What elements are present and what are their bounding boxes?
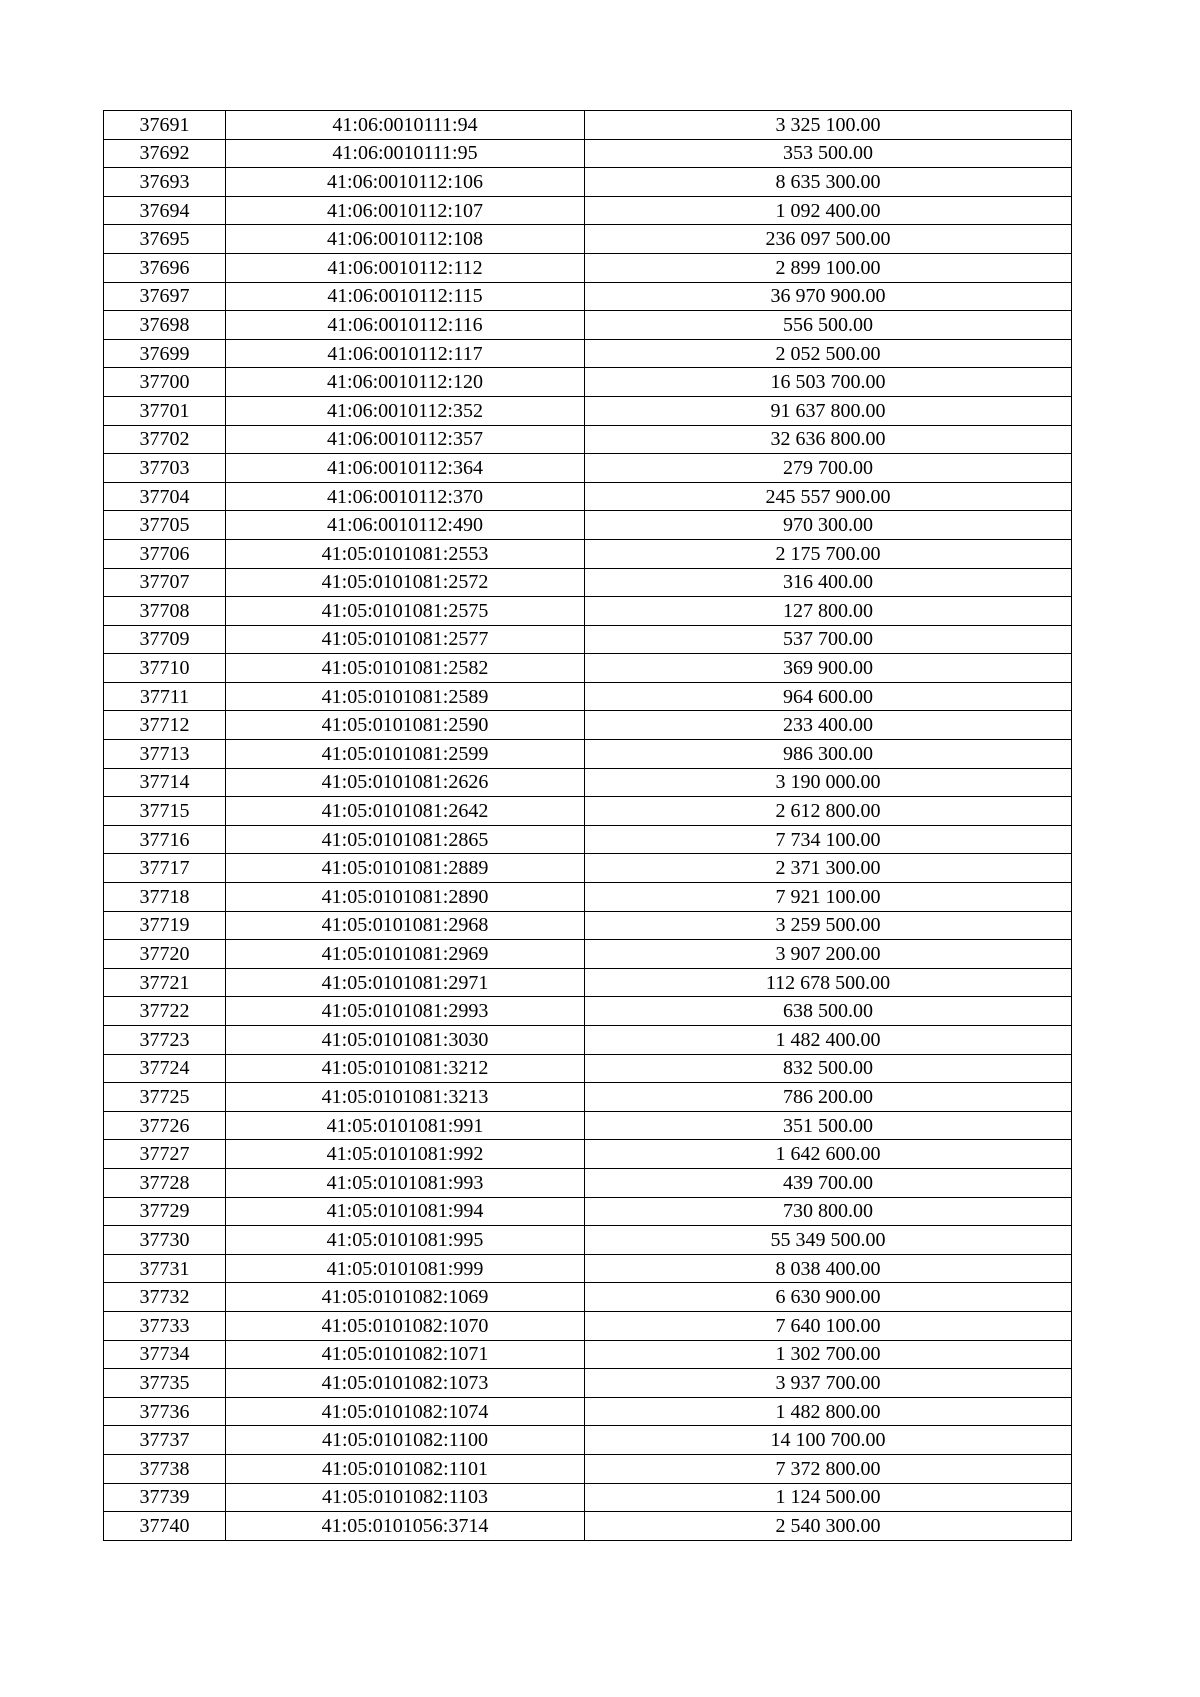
table-row (104, 1054, 1072, 1083)
table-row (104, 511, 1072, 540)
value-cell: 2 175 700.00 (585, 539, 1072, 568)
row-number-cell: 37728 (104, 1168, 226, 1197)
row-number-cell: 37701 (104, 396, 226, 425)
value-cell: 3 190 000.00 (585, 768, 1072, 797)
cadastral-number-cell: 41:05:0101081:2968 (226, 911, 585, 940)
value-cell: 2 371 300.00 (585, 854, 1072, 883)
value-cell: 3 907 200.00 (585, 940, 1072, 969)
row-number-cell: 37721 (104, 968, 226, 997)
table-row (104, 768, 1072, 797)
value-cell: 55 349 500.00 (585, 1226, 1072, 1255)
value-cell: 556 500.00 (585, 311, 1072, 340)
cadastral-number-cell: 41:05:0101081:2572 (226, 568, 585, 597)
value-cell: 236 097 500.00 (585, 225, 1072, 254)
data-table (103, 110, 1072, 1541)
table-row (104, 654, 1072, 683)
cadastral-number-cell: 41:05:0101082:1071 (226, 1340, 585, 1369)
row-number-cell: 37724 (104, 1054, 226, 1083)
row-number-cell: 37705 (104, 511, 226, 540)
cadastral-number-cell: 41:05:0101081:2626 (226, 768, 585, 797)
value-cell: 8 635 300.00 (585, 168, 1072, 197)
table-row (104, 1168, 1072, 1197)
value-cell: 8 038 400.00 (585, 1254, 1072, 1283)
cadastral-number-cell: 41:05:0101081:2553 (226, 539, 585, 568)
value-cell: 16 503 700.00 (585, 368, 1072, 397)
table-row (104, 997, 1072, 1026)
row-number-cell: 37734 (104, 1340, 226, 1369)
table-row (104, 825, 1072, 854)
row-number-cell: 37704 (104, 482, 226, 511)
cadastral-number-cell: 41:05:0101081:2993 (226, 997, 585, 1026)
row-number-cell: 37727 (104, 1140, 226, 1169)
table-row (104, 1083, 1072, 1112)
table-row (104, 568, 1072, 597)
row-number-cell: 37695 (104, 225, 226, 254)
value-cell: 351 500.00 (585, 1111, 1072, 1140)
table-row (104, 1369, 1072, 1398)
row-number-cell: 37730 (104, 1226, 226, 1255)
value-cell: 7 372 800.00 (585, 1454, 1072, 1483)
cadastral-number-cell: 41:06:0010112:108 (226, 225, 585, 254)
value-cell: 1 092 400.00 (585, 196, 1072, 225)
cadastral-number-cell: 41:06:0010112:115 (226, 282, 585, 311)
cadastral-number-cell: 41:05:0101081:2642 (226, 797, 585, 826)
cadastral-number-cell: 41:05:0101056:3714 (226, 1512, 585, 1541)
cadastral-number-cell: 41:05:0101081:3030 (226, 1026, 585, 1055)
value-cell: 3 325 100.00 (585, 111, 1072, 140)
row-number-cell: 37729 (104, 1197, 226, 1226)
row-number-cell: 37693 (104, 168, 226, 197)
row-number-cell: 37694 (104, 196, 226, 225)
table-row (104, 168, 1072, 197)
row-number-cell: 37737 (104, 1426, 226, 1455)
table-row (104, 968, 1072, 997)
value-cell: 832 500.00 (585, 1054, 1072, 1083)
value-cell: 1 482 800.00 (585, 1397, 1072, 1426)
row-number-cell: 37700 (104, 368, 226, 397)
cadastral-number-cell: 41:05:0101082:1100 (226, 1426, 585, 1455)
row-number-cell: 37711 (104, 682, 226, 711)
table-row (104, 311, 1072, 340)
value-cell: 964 600.00 (585, 682, 1072, 711)
cadastral-number-cell: 41:06:0010111:94 (226, 111, 585, 140)
row-number-cell: 37717 (104, 854, 226, 883)
row-number-cell: 37726 (104, 1111, 226, 1140)
table-row (104, 339, 1072, 368)
row-number-cell: 37706 (104, 539, 226, 568)
table-row (104, 1111, 1072, 1140)
row-number-cell: 37716 (104, 825, 226, 854)
value-cell: 638 500.00 (585, 997, 1072, 1026)
table-row (104, 1483, 1072, 1512)
row-number-cell: 37709 (104, 625, 226, 654)
value-cell: 127 800.00 (585, 597, 1072, 626)
row-number-cell: 37699 (104, 339, 226, 368)
value-cell: 2 052 500.00 (585, 339, 1072, 368)
cadastral-number-cell: 41:05:0101081:2582 (226, 654, 585, 683)
value-cell: 245 557 900.00 (585, 482, 1072, 511)
cadastral-number-cell: 41:05:0101081:3212 (226, 1054, 585, 1083)
value-cell: 439 700.00 (585, 1168, 1072, 1197)
row-number-cell: 37722 (104, 997, 226, 1026)
row-number-cell: 37731 (104, 1254, 226, 1283)
table-row (104, 682, 1072, 711)
table-row (104, 482, 1072, 511)
row-number-cell: 37715 (104, 797, 226, 826)
cadastral-number-cell: 41:06:0010112:117 (226, 339, 585, 368)
table-row (104, 196, 1072, 225)
table-row (104, 539, 1072, 568)
cadastral-number-cell: 41:05:0101081:2590 (226, 711, 585, 740)
row-number-cell: 37719 (104, 911, 226, 940)
cadastral-number-cell: 41:06:0010112:370 (226, 482, 585, 511)
cadastral-number-cell: 41:06:0010112:357 (226, 425, 585, 454)
value-cell: 1 302 700.00 (585, 1340, 1072, 1369)
table-row (104, 111, 1072, 140)
row-number-cell: 37738 (104, 1454, 226, 1483)
table-row (104, 940, 1072, 969)
cadastral-number-cell: 41:06:0010111:95 (226, 139, 585, 168)
value-cell: 537 700.00 (585, 625, 1072, 654)
row-number-cell: 37736 (104, 1397, 226, 1426)
value-cell: 14 100 700.00 (585, 1426, 1072, 1455)
value-cell: 1 642 600.00 (585, 1140, 1072, 1169)
table-row (104, 1512, 1072, 1541)
cadastral-number-cell: 41:06:0010112:107 (226, 196, 585, 225)
table-row (104, 253, 1072, 282)
table-row (104, 396, 1072, 425)
cadastral-number-cell: 41:06:0010112:116 (226, 311, 585, 340)
value-cell: 2 540 300.00 (585, 1512, 1072, 1541)
cadastral-number-cell: 41:05:0101081:2575 (226, 597, 585, 626)
value-cell: 7 921 100.00 (585, 883, 1072, 912)
cadastral-number-cell: 41:05:0101081:995 (226, 1226, 585, 1255)
table-row (104, 1340, 1072, 1369)
cadastral-number-cell: 41:05:0101081:2865 (226, 825, 585, 854)
table-row (104, 1311, 1072, 1340)
value-cell: 786 200.00 (585, 1083, 1072, 1112)
cadastral-number-cell: 41:05:0101081:993 (226, 1168, 585, 1197)
row-number-cell: 37692 (104, 139, 226, 168)
row-number-cell: 37733 (104, 1311, 226, 1340)
table-row (104, 911, 1072, 940)
value-cell: 369 900.00 (585, 654, 1072, 683)
row-number-cell: 37696 (104, 253, 226, 282)
value-cell: 7 640 100.00 (585, 1311, 1072, 1340)
value-cell: 1 124 500.00 (585, 1483, 1072, 1512)
cadastral-number-cell: 41:05:0101081:2890 (226, 883, 585, 912)
cadastral-number-cell: 41:05:0101081:2969 (226, 940, 585, 969)
row-number-cell: 37732 (104, 1283, 226, 1312)
table-row (104, 740, 1072, 769)
table-row (104, 854, 1072, 883)
row-number-cell: 37691 (104, 111, 226, 140)
table-row (104, 711, 1072, 740)
row-number-cell: 37702 (104, 425, 226, 454)
table-row (104, 797, 1072, 826)
cadastral-number-cell: 41:05:0101082:1101 (226, 1454, 585, 1483)
cadastral-number-cell: 41:05:0101081:991 (226, 1111, 585, 1140)
cadastral-number-cell: 41:06:0010112:106 (226, 168, 585, 197)
value-cell: 6 630 900.00 (585, 1283, 1072, 1312)
cadastral-number-cell: 41:05:0101082:1073 (226, 1369, 585, 1398)
value-cell: 2 612 800.00 (585, 797, 1072, 826)
row-number-cell: 37703 (104, 454, 226, 483)
table-row (104, 1026, 1072, 1055)
table-row (104, 1454, 1072, 1483)
cadastral-number-cell: 41:05:0101081:2889 (226, 854, 585, 883)
cadastral-number-cell: 41:05:0101081:992 (226, 1140, 585, 1169)
cadastral-number-cell: 41:05:0101081:994 (226, 1197, 585, 1226)
row-number-cell: 37725 (104, 1083, 226, 1112)
cadastral-number-cell: 41:05:0101082:1069 (226, 1283, 585, 1312)
table-row (104, 368, 1072, 397)
cadastral-number-cell: 41:05:0101081:3213 (226, 1083, 585, 1112)
value-cell: 730 800.00 (585, 1197, 1072, 1226)
value-cell: 7 734 100.00 (585, 825, 1072, 854)
table-row (104, 1140, 1072, 1169)
value-cell: 1 482 400.00 (585, 1026, 1072, 1055)
value-cell: 91 637 800.00 (585, 396, 1072, 425)
row-number-cell: 37718 (104, 883, 226, 912)
row-number-cell: 37710 (104, 654, 226, 683)
table-row (104, 225, 1072, 254)
row-number-cell: 37707 (104, 568, 226, 597)
table-row (104, 454, 1072, 483)
value-cell: 353 500.00 (585, 139, 1072, 168)
row-number-cell: 37708 (104, 597, 226, 626)
table-body (104, 111, 1072, 1541)
row-number-cell: 37713 (104, 740, 226, 769)
cadastral-number-cell: 41:05:0101081:999 (226, 1254, 585, 1283)
row-number-cell: 37740 (104, 1512, 226, 1541)
value-cell: 279 700.00 (585, 454, 1072, 483)
table-row (104, 1397, 1072, 1426)
table-row (104, 282, 1072, 311)
row-number-cell: 37712 (104, 711, 226, 740)
cadastral-number-cell: 41:05:0101081:2577 (226, 625, 585, 654)
cadastral-number-cell: 41:06:0010112:112 (226, 253, 585, 282)
cadastral-number-cell: 41:05:0101081:2589 (226, 682, 585, 711)
row-number-cell: 37739 (104, 1483, 226, 1512)
value-cell: 3 259 500.00 (585, 911, 1072, 940)
value-cell: 3 937 700.00 (585, 1369, 1072, 1398)
value-cell: 986 300.00 (585, 740, 1072, 769)
table-row (104, 425, 1072, 454)
row-number-cell: 37723 (104, 1026, 226, 1055)
cadastral-number-cell: 41:06:0010112:120 (226, 368, 585, 397)
row-number-cell: 37735 (104, 1369, 226, 1398)
value-cell: 36 970 900.00 (585, 282, 1072, 311)
table-row (104, 1426, 1072, 1455)
table-row (104, 625, 1072, 654)
cadastral-number-cell: 41:05:0101081:2971 (226, 968, 585, 997)
cadastral-number-cell: 41:06:0010112:352 (226, 396, 585, 425)
table-row (104, 1226, 1072, 1255)
cadastral-number-cell: 41:05:0101082:1074 (226, 1397, 585, 1426)
row-number-cell: 37720 (104, 940, 226, 969)
table-row (104, 1254, 1072, 1283)
table-row (104, 139, 1072, 168)
cadastral-number-cell: 41:05:0101081:2599 (226, 740, 585, 769)
value-cell: 316 400.00 (585, 568, 1072, 597)
cadastral-number-cell: 41:05:0101082:1070 (226, 1311, 585, 1340)
table-row (104, 597, 1072, 626)
value-cell: 233 400.00 (585, 711, 1072, 740)
cadastral-number-cell: 41:05:0101082:1103 (226, 1483, 585, 1512)
value-cell: 970 300.00 (585, 511, 1072, 540)
cadastral-number-cell: 41:06:0010112:364 (226, 454, 585, 483)
row-number-cell: 37698 (104, 311, 226, 340)
table-row (104, 1197, 1072, 1226)
table-row (104, 883, 1072, 912)
value-cell: 112 678 500.00 (585, 968, 1072, 997)
row-number-cell: 37697 (104, 282, 226, 311)
cadastral-number-cell: 41:06:0010112:490 (226, 511, 585, 540)
table-row (104, 1283, 1072, 1312)
value-cell: 32 636 800.00 (585, 425, 1072, 454)
row-number-cell: 37714 (104, 768, 226, 797)
value-cell: 2 899 100.00 (585, 253, 1072, 282)
